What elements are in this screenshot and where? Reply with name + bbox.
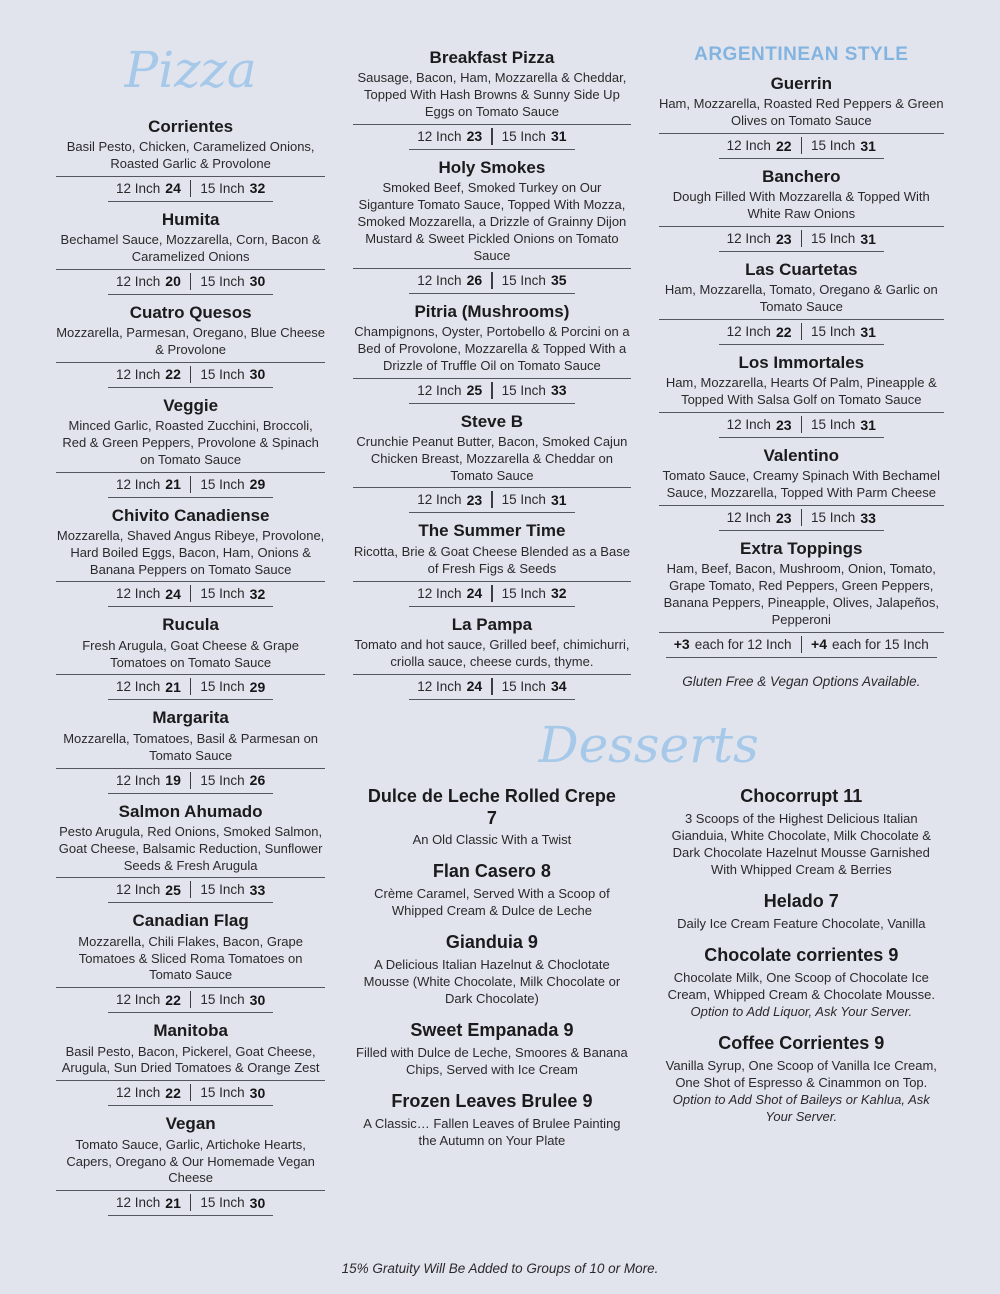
desserts-right-item-list (659, 786, 944, 1125)
price-12: 22 (775, 323, 792, 340)
price-15: 31 (860, 230, 876, 247)
dessert-price: 9 (527, 932, 538, 953)
size-15-label: 15 Inch (200, 1195, 245, 1211)
item-prices (409, 125, 574, 150)
dessert-heading (676, 891, 926, 913)
size-15-label: 15 Inch (501, 492, 546, 508)
item-description: Ham, Mozzarella, Tomato, Oregano & Garlic on Tomato Sauce (659, 282, 944, 320)
price-15: 31 (550, 491, 567, 508)
item-description: Tomato Sauce, Garlic, Artichoke Hearts, Capers, Oregano & Our Homemade Vegan Cheese (56, 1137, 325, 1192)
size-15-label: 15 Inch (811, 417, 856, 433)
size-12-label: 12 Inch (116, 1085, 161, 1101)
item-description: Sausage, Bacon, Ham, Mozzarella & Cheddar, Topped With Hash Browns & Sunny Side Up Eggs on Tomato Sauce (353, 70, 630, 125)
item-prices (666, 633, 937, 658)
size-12-label: 12 Inch (116, 586, 161, 602)
menu-item (56, 1113, 325, 1216)
dessert-heading (367, 861, 617, 883)
item-prices (719, 134, 884, 159)
dessert-description: Chocolate Milk, One Scoop of Chocolate Ice Cream, Whipped Cream & Chocolate Mousse. (667, 969, 935, 1002)
price-15: 31 (860, 416, 876, 433)
price-15: 31 (860, 323, 876, 340)
price-15: 30 (249, 991, 266, 1008)
dessert-price: 9 (888, 945, 899, 965)
dessert-description: Daily Ice Cream Feature Chocolate, Vanilla (677, 915, 926, 931)
size-15-label: 15 Inch (811, 231, 856, 247)
item-name: Pitria (Mushrooms) (414, 301, 570, 321)
dessert-item (353, 786, 630, 848)
price-12: 23 (466, 491, 483, 508)
price-15: 32 (550, 585, 567, 601)
dessert-name: Helado (763, 891, 824, 912)
dessert-name: Chocorrupt (740, 786, 839, 807)
size-12-label: 12 Inch (417, 585, 462, 601)
dessert-name: Dulce de Leche Rolled Crepe (367, 786, 616, 807)
price-12: 22 (775, 137, 792, 154)
item-description: Basil Pesto, Bacon, Pickerel, Goat Cheese, Arugula, Sun Dried Tomatoes & Orange Zest (56, 1044, 325, 1082)
item-name: Humita (161, 209, 220, 229)
dessert-description: Filled with Dulce de Leche, Smoores & Banana Chips, Served with Ice Cream (356, 1044, 628, 1078)
dessert-description: 3 Scoops of the Highest Delicious Italian Gianduia, White Chocolate, Milk Chocolate & Dark Chocolate Hazelnut Mousse Garnished With Whipped Cream & Berries (671, 810, 931, 878)
price-15: 29 (249, 678, 266, 695)
price-12: 21 (165, 1194, 181, 1211)
price-15: 32 (249, 585, 266, 602)
menu-item (56, 209, 325, 295)
size-12-label: 12 Inch (417, 382, 462, 398)
price-12: 26 (466, 272, 483, 289)
item-description: Bechamel Sauce, Mozzarella, Corn, Bacon & Caramelized Onions (56, 232, 325, 270)
dessert-name: Sweet Empanada (410, 1020, 559, 1041)
item-description: Mozzarella, Chili Flakes, Bacon, Grape Tomatoes & Sliced Roma Tomatoes on Tomato Sauce (56, 934, 325, 989)
dessert-name: Gianduia (445, 932, 523, 953)
dessert-item (353, 1020, 630, 1078)
size-15-label: 15 Inch (501, 128, 546, 144)
item-name: Los Immortales (738, 353, 865, 373)
size-15-label: 15 Inch (811, 324, 856, 340)
item-prices (108, 582, 273, 607)
price-divider (801, 230, 803, 247)
price-divider (190, 1194, 192, 1211)
price-divider (491, 382, 493, 399)
item-prices (108, 675, 273, 700)
dessert-heading (367, 932, 617, 954)
price-divider (190, 476, 192, 493)
size-15-label: 15 Inch (200, 992, 245, 1008)
item-description: Mozzarella, Tomatoes, Basil & Parmesan on Tomato Sauce (56, 731, 325, 769)
dessert-name: Chocolate corrientes (704, 945, 884, 965)
item-description: Smoked Beef, Smoked Turkey on Our Siganture Tomato Sauce, Topped With Mozza, Smoked Mozzarella, a Drizzle of Grainny Dijon Mustard & Sweet Pickled Onions on Tomato Sauce (353, 180, 630, 268)
item-prices (108, 988, 273, 1013)
price-12: 23 (775, 230, 792, 247)
price-15: 33 (249, 881, 266, 898)
pizza-item-list (56, 116, 325, 1217)
dessert-description-line (353, 885, 630, 919)
dessert-heading (367, 1091, 617, 1113)
menu-item-extra-toppings (659, 538, 944, 658)
item-name: Steve B (460, 411, 524, 431)
size-15-label: 15 Inch (811, 138, 856, 154)
extra-topping-price-15-suffix: each for 15 Inch (832, 636, 929, 652)
menu-item (56, 302, 325, 388)
item-prices (719, 413, 884, 438)
dessert-heading (367, 1020, 617, 1042)
gratuity-footer-note: 15% Gratuity Will Be Added to Groups of 10 or More. (341, 1261, 659, 1276)
price-divider (491, 678, 493, 695)
item-description: Pesto Arugula, Red Onions, Smoked Salmon, Goat Cheese, Balsamic Reduction, Sunflower Seeds & Fresh Arugula (56, 824, 325, 879)
price-divider (491, 585, 493, 602)
size-12-label: 12 Inch (116, 476, 161, 492)
size-12-label: 12 Inch (116, 366, 161, 382)
item-name: Cuatro Quesos (129, 302, 252, 322)
item-prices (409, 379, 574, 404)
price-15: 26 (249, 772, 266, 788)
price-divider (491, 491, 493, 508)
dessert-description: Crème Caramel, Served With a Scoop of Whipped Cream & Dulce de Leche (374, 885, 610, 919)
menu-item (56, 116, 325, 202)
price-12: 25 (165, 881, 181, 898)
price-12: 23 (466, 128, 483, 145)
size-12-label: 12 Inch (116, 273, 161, 289)
pizza-section-title: Pizza (124, 41, 257, 99)
price-12: 23 (775, 509, 792, 526)
price-divider (190, 772, 192, 789)
item-prices (108, 473, 273, 498)
dessert-description-line (353, 956, 630, 1007)
item-prices (108, 363, 273, 388)
size-12-label: 12 Inch (116, 1195, 161, 1211)
argentinean-section-title: ARGENTINEAN STYLE (694, 44, 909, 65)
size-12-label: 12 Inch (417, 128, 462, 144)
item-description: Fresh Arugula, Goat Cheese & Grape Tomatoes on Tomato Sauce (56, 638, 325, 676)
item-description: Tomato and hot sauce, Grilled beef, chimichurri, criolla sauce, cheese curds, thyme. (353, 637, 630, 675)
item-description: Ricotta, Brie & Goat Cheese Blended as a Base of Fresh Figs & Seeds (353, 544, 630, 582)
extra-topping-price-12: +3 (673, 636, 690, 653)
price-12: 22 (165, 366, 181, 383)
item-name: Margarita (152, 708, 229, 728)
size-12-label: 12 Inch (116, 882, 161, 898)
size-15-label: 15 Inch (200, 679, 245, 695)
size-12-label: 12 Inch (726, 324, 771, 340)
price-15: 34 (550, 678, 567, 695)
menu-grid (56, 40, 944, 1251)
price-divider (801, 509, 803, 526)
dessert-description: An Old Classic With a Twist (412, 832, 572, 848)
size-15-label: 15 Inch (200, 1085, 245, 1101)
item-name: Corrientes (148, 116, 234, 136)
dessert-note: Option to Add Liquor, Ask Your Server. (690, 1003, 913, 1019)
menu-item (353, 411, 630, 514)
item-name: Banchero (762, 167, 841, 187)
item-description: Mozzarella, Parmesan, Oregano, Blue Cheese & Provolone (56, 325, 325, 363)
item-description: Ham, Mozzarella, Roasted Red Peppers & Green Olives on Tomato Sauce (659, 96, 944, 134)
dessert-price: 9 (563, 1020, 574, 1041)
item-name: Canadian Flag (132, 911, 249, 931)
menu-item (659, 73, 944, 159)
dessert-heading (676, 945, 926, 967)
size-15-label: 15 Inch (501, 272, 546, 288)
price-12: 24 (466, 585, 483, 601)
item-prices (108, 1081, 273, 1106)
price-12: 21 (165, 678, 181, 695)
item-description: Minced Garlic, Roasted Zucchini, Broccoli, Red & Green Peppers, Provolone & Spinach on Tomato Sauce (56, 418, 325, 473)
item-prices (108, 270, 273, 295)
dessert-item (659, 945, 944, 1020)
item-name: Valentino (763, 446, 840, 466)
menu-item (353, 520, 630, 606)
item-name: Vegan (165, 1114, 216, 1134)
item-prices (409, 488, 574, 513)
menu-item (659, 166, 944, 252)
pizza-middle-column (353, 40, 630, 703)
item-name: La Pampa (451, 614, 533, 634)
price-15: 31 (550, 128, 567, 145)
size-15-label: 15 Inch (200, 273, 245, 289)
dessert-name: Flan Casero (432, 861, 536, 882)
price-12: 22 (165, 991, 181, 1008)
item-description: Dough Filled With Mozzarella & Topped With White Raw Onions (659, 189, 944, 227)
dessert-description: Vanilla Syrup, One Scoop of Vanilla Ice Cream, One Shot of Espresso & Cinammon on Top. (665, 1057, 937, 1090)
dessert-price: 11 (843, 786, 863, 807)
item-prices (409, 582, 574, 607)
price-15: 33 (860, 509, 876, 526)
price-divider (190, 1084, 192, 1101)
item-prices (108, 1191, 273, 1216)
size-15-label: 15 Inch (501, 678, 546, 694)
size-12-label: 12 Inch (417, 492, 462, 508)
dessert-item (659, 786, 944, 878)
size-12-label: 12 Inch (116, 180, 161, 196)
dessert-description-line (659, 915, 944, 932)
item-name: Manitoba (153, 1021, 228, 1041)
menu-item (659, 259, 944, 345)
dessert-item (353, 1091, 630, 1149)
dessert-description-line (659, 969, 944, 1020)
argentinean-item-list (659, 73, 944, 531)
dessert-item (659, 1033, 944, 1125)
price-divider (491, 272, 493, 289)
price-12: 20 (165, 273, 181, 290)
price-12: 25 (466, 382, 483, 399)
price-12: 24 (165, 180, 181, 197)
size-15-label: 15 Inch (501, 585, 546, 601)
item-description: Mozzarella, Shaved Angus Ribeye, Provolone, Hard Boiled Eggs, Bacon, Ham, Onions & Banana Peppers on Tomato Sauce (56, 528, 325, 583)
menu-item (353, 614, 630, 700)
dessert-heading (676, 786, 926, 808)
price-divider (190, 585, 192, 602)
dessert-description-line (659, 1057, 944, 1126)
menu-item (56, 505, 325, 608)
argentinean-column (659, 40, 944, 703)
dessert-description-line (659, 810, 944, 879)
item-name: Holy Smokes (438, 157, 546, 177)
size-12-label: 12 Inch (417, 272, 462, 288)
extra-topping-price-15: +4 (811, 636, 827, 653)
dessert-heading (676, 1033, 926, 1055)
price-divider (801, 137, 803, 154)
price-divider (190, 678, 192, 695)
item-name: Las Cuartetas (745, 260, 858, 280)
item-prices (719, 227, 884, 252)
price-divider (491, 128, 493, 145)
desserts-section-title: Desserts (538, 715, 759, 774)
price-divider (190, 881, 192, 898)
price-divider (801, 416, 803, 433)
price-15: 33 (550, 382, 567, 399)
dessert-item (353, 861, 630, 919)
desserts-left-item-list (353, 786, 630, 1149)
pizza-column (56, 40, 325, 1251)
item-name: Veggie (163, 395, 219, 415)
price-12: 19 (165, 772, 181, 788)
size-15-label: 15 Inch (200, 476, 245, 492)
size-15-label: 15 Inch (200, 180, 245, 196)
dessert-note: Option to Add Shot of Baileys or Kahlua, Ask Your Server. (672, 1091, 930, 1125)
item-name: Extra Toppings (740, 539, 863, 559)
pizza-middle-item-list (353, 47, 630, 700)
dessert-name: Coffee Corrientes (718, 1033, 870, 1054)
item-name: Salmon Ahumado (118, 801, 263, 821)
menu-item (56, 1020, 325, 1106)
item-name: Chivito Canadiense (111, 505, 270, 525)
menu-item (56, 707, 325, 793)
item-prices (719, 320, 884, 345)
item-prices (409, 675, 574, 700)
dessert-price: 7 (828, 891, 839, 912)
menu-item (659, 352, 944, 438)
price-15: 30 (249, 366, 266, 383)
dessert-item (659, 891, 944, 932)
size-12-label: 12 Inch (726, 231, 771, 247)
item-prices (108, 177, 273, 202)
size-12-label: 12 Inch (726, 510, 771, 526)
price-15: 35 (550, 272, 567, 289)
price-15: 32 (249, 180, 266, 197)
item-description: Ham, Mozzarella, Hearts Of Palm, Pineapple & Topped With Salsa Golf on Tomato Sauce (659, 375, 944, 413)
dessert-item (353, 932, 630, 1007)
dessert-description-line (353, 831, 630, 848)
item-description: Ham, Beef, Bacon, Mushroom, Onion, Tomato, Grape Tomato, Red Peppers, Green Peppers, Banana Peppers, Pineapple, Olives, Jalapeños, Pepperoni (659, 561, 944, 633)
gluten-free-note: Gluten Free & Vegan Options Available. (682, 673, 921, 689)
price-divider (801, 323, 803, 340)
price-12: 23 (775, 416, 792, 433)
size-15-label: 15 Inch (200, 366, 245, 382)
item-name: Guerrin (770, 74, 832, 93)
dessert-name: Frozen Leaves Brulee (391, 1091, 578, 1112)
price-15: 29 (249, 476, 266, 493)
item-name: Breakfast Pizza (429, 48, 555, 67)
size-12-label: 12 Inch (116, 992, 161, 1008)
desserts-right-column (659, 780, 944, 1251)
dessert-price: 7 (486, 807, 497, 828)
size-15-label: 15 Inch (200, 586, 245, 602)
dessert-description-line (353, 1115, 630, 1149)
dessert-description: A Classic… Fallen Leaves of Brulee Painting the Autumn on Your Plate (363, 1115, 621, 1148)
item-prices (719, 506, 884, 531)
price-divider (190, 991, 192, 1008)
size-12-label: 12 Inch (726, 417, 771, 433)
extra-topping-price-12-suffix: each for 12 Inch (694, 636, 792, 652)
price-divider (801, 636, 803, 653)
price-divider (190, 180, 192, 197)
item-name: Rucula (162, 615, 219, 635)
size-15-label: 15 Inch (811, 510, 856, 526)
menu-item (353, 301, 630, 404)
size-12-label: 12 Inch (116, 772, 161, 788)
menu-item (353, 47, 630, 150)
size-12-label: 12 Inch (417, 678, 462, 694)
menu-item (56, 910, 325, 1013)
price-12: 24 (165, 585, 181, 602)
size-12-label: 12 Inch (116, 679, 161, 695)
item-description: Crunchie Peanut Butter, Bacon, Smoked Cajun Chicken Breast, Mozzarella & Cheddar on Tomato Sauce (353, 434, 630, 489)
dessert-price: 8 (540, 861, 551, 882)
desserts-left-column (353, 780, 630, 1251)
price-15: 30 (249, 1084, 266, 1101)
price-15: 31 (860, 137, 876, 154)
item-description: Tomato Sauce, Creamy Spinach With Bechamel Sauce, Mozzarella, Topped With Parm Cheese (659, 468, 944, 506)
size-12-label: 12 Inch (726, 138, 771, 154)
item-prices (409, 269, 574, 294)
dessert-description-line (353, 1044, 630, 1078)
price-divider (190, 366, 192, 383)
menu-item (659, 445, 944, 531)
price-12: 21 (165, 476, 181, 493)
item-prices (108, 878, 273, 903)
menu-item (56, 801, 325, 904)
menu-item (56, 395, 325, 498)
size-15-label: 15 Inch (501, 382, 546, 398)
item-description: Champignons, Oyster, Portobello & Porcini on a Bed of Provolone, Mozzarella & Topped With a Drizzle of Truffle Oil on Tomato Sauce (353, 324, 630, 379)
item-description: Basil Pesto, Chicken, Caramelized Onions, Roasted Garlic & Provolone (56, 139, 325, 177)
item-name: The Summer Time (418, 521, 566, 541)
price-15: 30 (249, 1194, 266, 1211)
item-prices (108, 769, 273, 794)
dessert-price: 9 (874, 1033, 885, 1054)
menu-item (353, 157, 630, 294)
price-12: 22 (165, 1084, 181, 1101)
size-15-label: 15 Inch (200, 882, 245, 898)
price-12: 24 (466, 678, 483, 695)
price-divider (190, 273, 192, 290)
price-15: 30 (249, 273, 266, 290)
menu-item (56, 614, 325, 700)
size-15-label: 15 Inch (200, 772, 245, 788)
dessert-heading (367, 786, 617, 829)
dessert-price: 9 (582, 1091, 593, 1112)
dessert-description: A Delicious Italian Hazelnut & Choclotate Mousse (White Chocolate, Milk Chocolate or Dark Chocolate) (363, 956, 621, 1007)
